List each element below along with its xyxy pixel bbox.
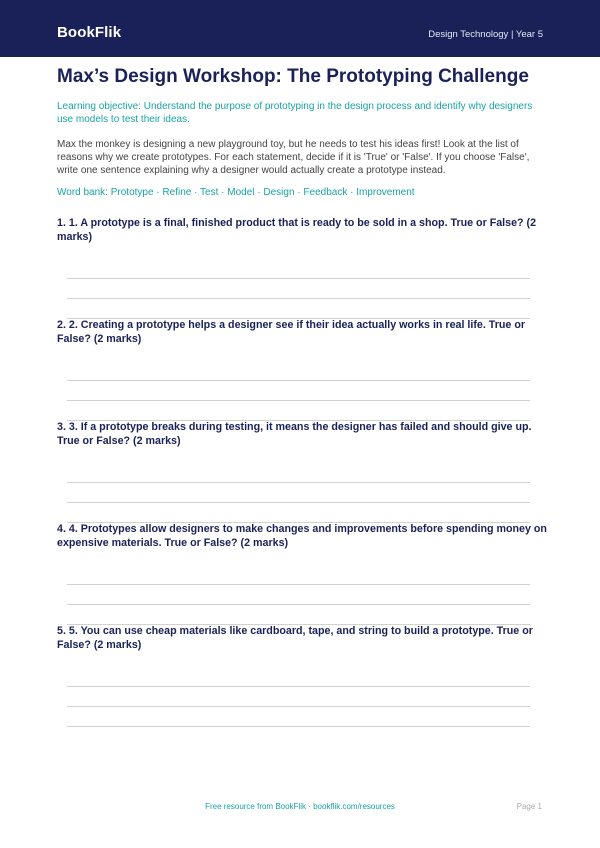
question-text: 2. 2. Creating a prototype helps a designer see if their idea actually works in real life. True or False? (2 marks) bbox=[57, 319, 526, 345]
answer-line[interactable] bbox=[67, 686, 530, 687]
page-number: Page 1 bbox=[516, 802, 542, 811]
brand-logo: BookFlik bbox=[57, 24, 122, 41]
learning-objective: Learning objective: Understand the purpose of prototyping in the design process and identify why designers use models to test their ideas. bbox=[57, 101, 533, 125]
question-4 bbox=[57, 522, 547, 550]
answer-line[interactable] bbox=[67, 604, 530, 605]
answer-line[interactable] bbox=[67, 706, 530, 707]
answer-line[interactable] bbox=[67, 380, 530, 381]
answer-line[interactable] bbox=[67, 298, 530, 299]
subject-label: Design Technology | Year 5 bbox=[428, 29, 543, 40]
answer-line[interactable] bbox=[67, 584, 530, 585]
question-text: 5. 5. You can use cheap materials like cardboard, tape, and string to build a prototype. True or False? (2 marks) bbox=[57, 625, 533, 651]
question-2 bbox=[57, 318, 547, 346]
question-text: 4. 4. Prototypes allow designers to make changes and improvements before spending money on expensive materials. True or False? (2 marks) bbox=[57, 523, 547, 549]
answer-line[interactable] bbox=[67, 726, 530, 727]
answer-line[interactable] bbox=[67, 400, 530, 401]
answer-line[interactable] bbox=[67, 502, 530, 503]
page-title: Max’s Design Workshop: The Prototyping Challenge bbox=[57, 66, 529, 87]
question-3 bbox=[57, 420, 547, 448]
word-bank: Word bank: Prototype · Refine · Test · Model · Design · Feedback · Improvement bbox=[57, 187, 415, 198]
question-text: 3. 3. If a prototype breaks during testing, it means the designer has failed and should give up. True or False? (2 marks) bbox=[57, 421, 532, 447]
question-1 bbox=[57, 216, 547, 244]
answer-line[interactable] bbox=[67, 278, 530, 279]
instructions: Max the monkey is designing a new playground toy, but he needs to test his ideas first! Look at the list of reasons why we create prototypes. For each statement, decide if it is 'True' or 'False'. If you choose 'False', write one sentence explaining why a designer would actually create a prototype instead. bbox=[57, 139, 530, 176]
answer-line[interactable] bbox=[67, 482, 530, 483]
question-5 bbox=[57, 624, 547, 652]
footer-credit: Free resource from BookFlik · bookflik.com/resources bbox=[205, 802, 395, 811]
header-bar bbox=[0, 0, 600, 57]
question-text: 1. 1. A prototype is a final, finished product that is ready to be sold in a shop. True or False? (2 marks) bbox=[57, 217, 537, 243]
